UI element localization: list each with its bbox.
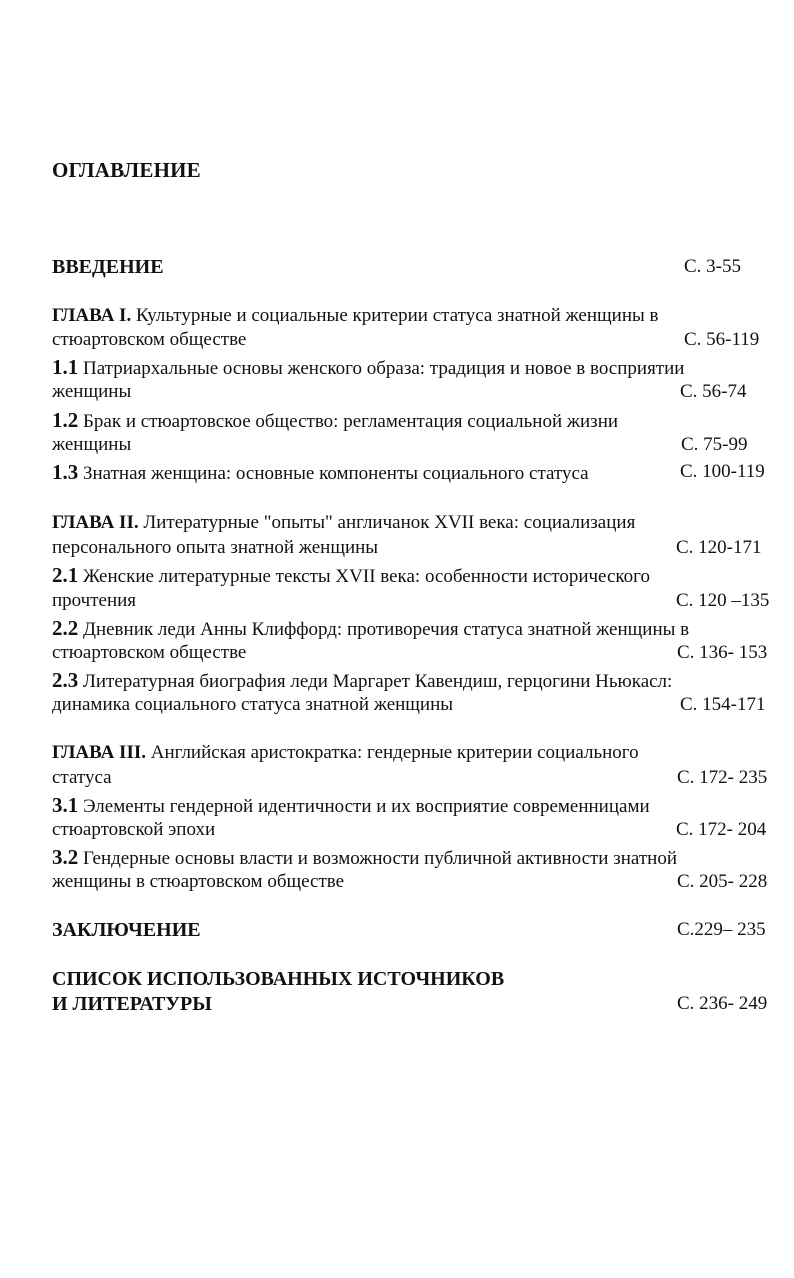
section-pages: С. 205- 228 <box>677 871 768 892</box>
section-title-line1: Элементы гендерной идентичности и их восприятие современницами <box>83 796 650 817</box>
chapter3-pages: С. 172- 235 <box>677 767 768 788</box>
sources-title-line1: СПИСОК ИСПОЛЬЗОВАННЫХ ИСТОЧНИКОВ <box>52 968 505 990</box>
section-pages: С. 56-74 <box>680 381 747 402</box>
intro-pages: С. 3-55 <box>684 256 741 277</box>
section-title-line2: женщины <box>52 381 132 402</box>
section-number: 2.1 <box>52 563 79 587</box>
section-3-2 <box>52 845 677 871</box>
section-number: 1.2 <box>52 408 79 432</box>
section-pages: С. 100-119 <box>680 461 765 482</box>
section-pages: С. 154-171 <box>680 694 766 715</box>
section-title-line1: Женские литературные тексты XVII века: особенности исторического <box>83 566 650 587</box>
chapter1-title-line1: Культурные и социальные критерии статуса знатной женщины в <box>135 305 659 326</box>
chapter2-label: ГЛАВА II. <box>52 512 139 533</box>
intro-title: ВВЕДЕНИЕ <box>52 256 164 278</box>
section-1-1 <box>52 355 684 381</box>
chapter3-title-line2: статуса <box>52 767 112 788</box>
conclusion-pages: С.229– 235 <box>677 919 766 940</box>
section-title-line2: женщины <box>52 434 132 455</box>
section-title-line1: Брак и стюартовское общество: регламентация социальной жизни <box>83 411 619 432</box>
section-title-line2: динамика социального статуса знатной женщины <box>52 694 454 715</box>
section-title-line1: Гендерные основы власти и возможности публичной активности знатной <box>83 848 677 869</box>
chapter2-title-line2: персонального опыта знатной женщины <box>52 537 379 558</box>
chapter1-label: ГЛАВА I. <box>52 305 132 326</box>
chapter1-pages: С. 56-119 <box>684 329 760 350</box>
section-number: 2.2 <box>52 616 79 640</box>
chapter2-pages: С. 120-171 <box>676 537 762 558</box>
section-number: 1.1 <box>52 355 79 379</box>
chapter2-title-line1: Литературные "опыты" англичанок XVII века: социализация <box>143 512 636 533</box>
section-title-line2: женщины в стюартовском обществе <box>52 871 345 892</box>
section-1-3 <box>52 460 589 486</box>
section-title-line1: Литературная биография леди Маргарет Кавендиш, герцогини Ньюкасл: <box>83 671 673 692</box>
chapter2-heading <box>52 511 635 535</box>
section-pages: С. 120 –135 <box>676 590 770 611</box>
section-pages: С. 172- 204 <box>676 819 767 840</box>
section-title-line2: стюартовском обществе <box>52 642 247 663</box>
section-pages: С. 75-99 <box>681 434 748 455</box>
chapter1-title-line2: стюартовском обществе <box>52 329 247 350</box>
section-title-line2: стюартовской эпохи <box>52 819 216 840</box>
section-number: 3.2 <box>52 845 79 869</box>
section-title-line1: Знатная женщина: основные компоненты социального статуса <box>83 463 589 484</box>
section-1-2 <box>52 408 618 434</box>
chapter3-title-line1: Английская аристократка: гендерные критерии социального <box>150 742 639 763</box>
section-number: 2.3 <box>52 668 79 692</box>
section-pages: С. 136- 153 <box>677 642 768 663</box>
sources-pages: С. 236- 249 <box>677 993 768 1014</box>
section-number: 1.3 <box>52 460 79 484</box>
section-2-2 <box>52 616 689 642</box>
section-3-1 <box>52 793 650 819</box>
chapter3-heading <box>52 741 639 765</box>
chapter3-label: ГЛАВА III. <box>52 742 146 763</box>
conclusion-title: ЗАКЛЮЧЕНИЕ <box>52 919 201 941</box>
section-2-3 <box>52 668 672 694</box>
section-2-1 <box>52 563 650 589</box>
page-title: ОГЛАВЛЕНИЕ <box>52 158 201 182</box>
section-title-line1: Дневник леди Анны Клиффорд: противоречия статуса знатной женщины в <box>83 619 690 640</box>
sources-title-line2: И ЛИТЕРАТУРЫ <box>52 993 212 1015</box>
section-number: 3.1 <box>52 793 79 817</box>
section-title-line1: Патриархальные основы женского образа: традиция и новое в восприятии <box>83 358 685 379</box>
section-title-line2: прочтения <box>52 590 137 611</box>
chapter1-heading <box>52 304 658 328</box>
